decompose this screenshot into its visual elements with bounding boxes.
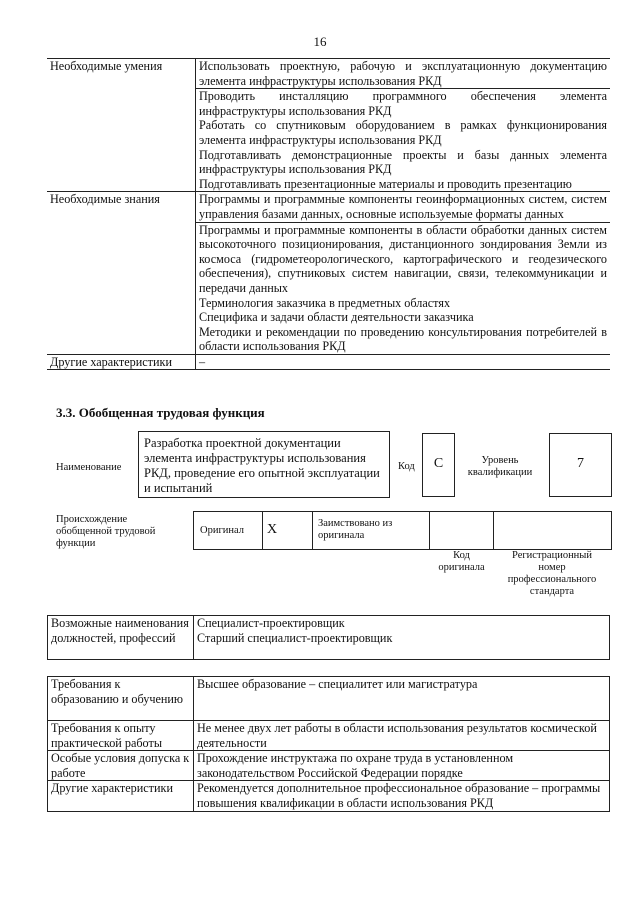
knowledge-item: Специфика и задачи области деятельности заказчика xyxy=(199,310,474,325)
other-characteristics-label: Другие характеристики xyxy=(47,354,196,370)
other-characteristics-value: – xyxy=(196,354,611,370)
knowledge-item: Методики и рекомендации по проведению консультирования потребителей в области использования РКД xyxy=(199,324,607,354)
level-box xyxy=(549,433,612,497)
registration-number-caption: Регистрационный номер профессионального стандарта xyxy=(507,550,597,597)
code-value: С xyxy=(433,456,444,471)
requirement-value: Прохождение инструктажа по охране труда в установленном законодательством Российской Федерации порядке xyxy=(194,751,610,781)
position-item: Старший специалист-проектировщик xyxy=(197,630,393,645)
original-mark: Х xyxy=(267,522,278,537)
original-code-box xyxy=(429,511,495,550)
skill-item: Подготавливать демонстрационные проекты и базы данных элемента инфраструктуры использования РКД xyxy=(199,147,607,177)
requirement-value: Не менее двух лет работы в области использования результатов космической деятельности xyxy=(194,721,610,751)
requirement-label: Требования к опыту практической работы xyxy=(48,721,194,751)
original-box xyxy=(193,511,264,550)
original-mark-box xyxy=(262,511,314,550)
skill-item: Проводить инсталляцию программного обеспечения элемента инфраструктуры использования РКД xyxy=(199,89,607,118)
name-label: Наименование xyxy=(56,462,122,473)
borrowed-box xyxy=(312,511,431,550)
code-label: Код xyxy=(398,461,415,472)
skills-table xyxy=(47,58,610,370)
level-label: Уровень квалификации xyxy=(467,455,533,478)
skill-item: Подготавливать презентационные материалы и проводить презентацию xyxy=(199,176,572,191)
positions-label: Возможные наименования должностей, профессий xyxy=(48,616,194,660)
skill-item: Работать со спутниковым оборудованием в рамках функционирования элемента инфраструктуры использования РКД xyxy=(199,118,607,147)
function-name-box xyxy=(138,431,390,498)
borrowed-label: Заимствовано из оригинала xyxy=(318,518,393,541)
section-title: 3.3. Обобщенная трудовая функция xyxy=(56,405,265,420)
positions-table xyxy=(47,615,610,660)
requirement-label: Другие характеристики xyxy=(48,781,194,811)
requirement-value: Высшее образование – специалитет или магистратура xyxy=(194,677,610,721)
level-value: 7 xyxy=(577,456,584,471)
original-label: Оригинал xyxy=(200,525,244,536)
code-box xyxy=(422,433,455,497)
skill-item: Использовать проектную, рабочую и эксплуатационную документацию элемента инфраструктуры использования РКД xyxy=(196,59,611,89)
requirements-table xyxy=(47,676,610,812)
knowledge-label: Необходимые знания xyxy=(47,192,196,355)
knowledge-item: Терминология заказчика в предметных областях xyxy=(199,295,451,310)
requirement-label: Особые условия допуска к работе xyxy=(48,751,194,781)
knowledge-item: Программы и программные компоненты в области обработки данных систем высокоточного позиционирования, дистанционного зондирования Земли из космоса (гидрометеорологического, картографического и геодезического обеспечения), спутниковых систем навигации, связи, телекоммуникации и передачи данных xyxy=(199,222,607,295)
requirement-value: Рекомендуется дополнительное профессиональное образование – программы повышения квалификации в области использования РКД xyxy=(194,781,610,811)
function-name: Разработка проектной документации элемента инфраструктуры использования РКД, проведение его опытной эксплуатации и испытаний xyxy=(144,436,380,495)
original-code-caption: Код оригинала xyxy=(438,550,485,573)
registration-number-box xyxy=(493,511,612,550)
page-number: 16 xyxy=(313,34,327,49)
position-item: Специалист-проектировщик xyxy=(197,616,345,630)
knowledge-item: Программы и программные компоненты геоинформационных систем, систем управления базами данных, основные используемые форматы данных xyxy=(196,192,611,222)
origin-label: Происхождение обобщенной трудовой функции xyxy=(56,514,156,549)
requirement-label: Требования к образованию и обучению xyxy=(48,677,194,721)
positions-values xyxy=(194,616,610,660)
skills-label: Необходимые умения xyxy=(47,59,196,192)
